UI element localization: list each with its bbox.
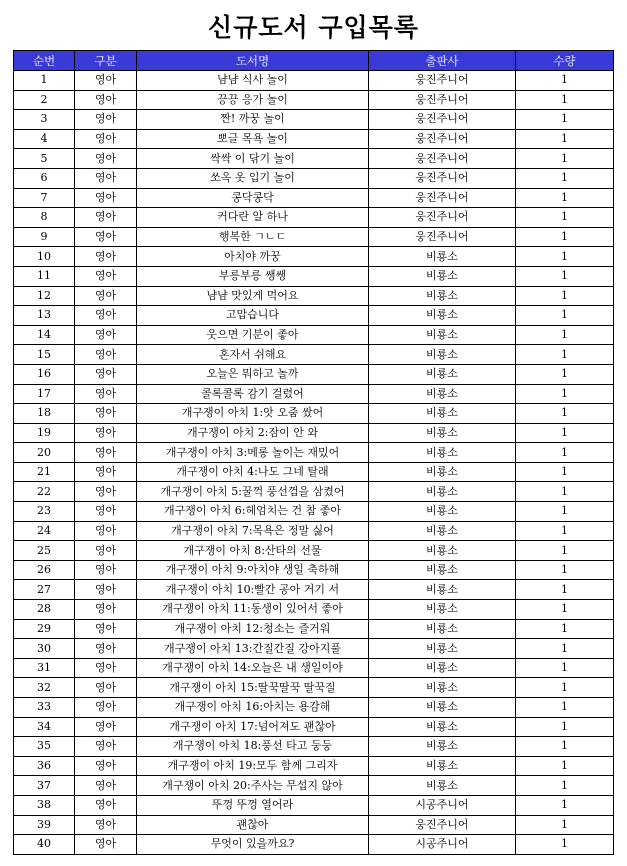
cell-number: 1 [14,71,75,91]
cell-quantity: 1 [516,560,614,580]
cell-quantity: 1 [516,698,614,718]
table-row [14,404,614,424]
cell-number: 25 [14,541,75,561]
cell-quantity: 1 [516,325,614,345]
table-row [14,795,614,815]
cell-number: 12 [14,286,75,306]
cell-number: 21 [14,462,75,482]
cell-publisher: 웅진주니어 [369,71,516,91]
table-row [14,208,614,228]
table-row [14,462,614,482]
table-row [14,580,614,600]
table-row [14,149,614,169]
cell-number: 26 [14,560,75,580]
cell-number: 28 [14,600,75,620]
cell-publisher: 비룡소 [369,560,516,580]
cell-book-title: 개구쟁이 아치 10:빨간 공아 거기 서 [137,580,369,600]
cell-category: 영아 [75,698,137,718]
cell-quantity: 1 [516,756,614,776]
cell-number: 4 [14,129,75,149]
cell-quantity: 1 [516,208,614,228]
cell-publisher: 비룡소 [369,776,516,796]
cell-book-title: 개구쟁이 아치 11:동생이 있어서 좋아 [137,600,369,620]
cell-quantity: 1 [516,776,614,796]
cell-number: 5 [14,149,75,169]
cell-book-title: 개구쟁이 아치 12:청소는 즐거워 [137,619,369,639]
cell-category: 영아 [75,835,137,855]
cell-number: 7 [14,188,75,208]
table-row [14,756,614,776]
cell-number: 33 [14,698,75,718]
cell-category: 영아 [75,502,137,522]
table-row [14,71,614,91]
table-row [14,423,614,443]
table-row [14,521,614,541]
cell-publisher: 비룡소 [369,404,516,424]
cell-book-title: 행복한 ㄱㄴㄷ [137,227,369,247]
cell-book-title: 뚜껑 뚜껑 열어라 [137,795,369,815]
cell-publisher: 비룡소 [369,286,516,306]
cell-category: 영아 [75,286,137,306]
cell-book-title: 싹싹 이 닦기 놀이 [137,149,369,169]
table-row [14,717,614,737]
cell-category: 영아 [75,404,137,424]
table-row [14,737,614,757]
cell-publisher: 비룡소 [369,266,516,286]
cell-book-title: 개구쟁이 아치 15:딸꾹딸꾹 딸꾹질 [137,678,369,698]
cell-book-title: 쏘옥 옷 입기 놀이 [137,168,369,188]
cell-number: 6 [14,168,75,188]
book-purchase-table [13,50,614,855]
cell-number: 8 [14,208,75,228]
cell-quantity: 1 [516,443,614,463]
cell-quantity: 1 [516,364,614,384]
cell-quantity: 1 [516,737,614,757]
table-row [14,541,614,561]
cell-category: 영아 [75,560,137,580]
table-row [14,658,614,678]
cell-category: 영아 [75,462,137,482]
cell-category: 영아 [75,815,137,835]
table-row [14,776,614,796]
table-row [14,110,614,130]
cell-number: 31 [14,658,75,678]
cell-number: 37 [14,776,75,796]
cell-category: 영아 [75,443,137,463]
table-row [14,482,614,502]
cell-quantity: 1 [516,580,614,600]
cell-book-title: 개구쟁이 아치 4:나도 그네 탈래 [137,462,369,482]
cell-quantity: 1 [516,266,614,286]
cell-number: 38 [14,795,75,815]
cell-category: 영아 [75,110,137,130]
cell-publisher: 웅진주니어 [369,149,516,169]
cell-book-title: 냠냠 맛있게 먹어요 [137,286,369,306]
cell-publisher: 비룡소 [369,756,516,776]
cell-number: 13 [14,306,75,326]
cell-quantity: 1 [516,835,614,855]
table-row [14,600,614,620]
cell-publisher: 웅진주니어 [369,129,516,149]
page-title: 신규도서 구입목록 [208,13,419,42]
cell-publisher: 웅진주니어 [369,188,516,208]
cell-number: 11 [14,266,75,286]
cell-publisher: 비룡소 [369,384,516,404]
cell-book-title: 개구쟁이 아치 20:주사는 무섭지 않아 [137,776,369,796]
cell-number: 20 [14,443,75,463]
cell-category: 영아 [75,795,137,815]
cell-book-title: 개구쟁이 아치 17:넘어져도 괜찮아 [137,717,369,737]
cell-quantity: 1 [516,306,614,326]
header-number: 순번 [14,51,75,71]
cell-quantity: 1 [516,717,614,737]
cell-category: 영아 [75,600,137,620]
cell-number: 29 [14,619,75,639]
cell-number: 39 [14,815,75,835]
cell-quantity: 1 [516,168,614,188]
cell-quantity: 1 [516,188,614,208]
cell-quantity: 1 [516,482,614,502]
cell-number: 18 [14,404,75,424]
cell-category: 영아 [75,737,137,757]
table-row [14,678,614,698]
cell-publisher: 비룡소 [369,306,516,326]
cell-book-title: 개구쟁이 아치 3:메롱 놀이는 재밌어 [137,443,369,463]
cell-category: 영아 [75,580,137,600]
cell-category: 영아 [75,364,137,384]
cell-number: 23 [14,502,75,522]
cell-category: 영아 [75,208,137,228]
cell-publisher: 웅진주니어 [369,227,516,247]
cell-publisher: 웅진주니어 [369,90,516,110]
cell-book-title: 짠! 까꿍 놀이 [137,110,369,130]
cell-book-title: 끙끙 응가 놀이 [137,90,369,110]
cell-category: 영아 [75,717,137,737]
cell-number: 17 [14,384,75,404]
table-row [14,90,614,110]
cell-category: 영아 [75,325,137,345]
cell-book-title: 혼자서 쉬해요 [137,345,369,365]
cell-quantity: 1 [516,384,614,404]
cell-category: 영아 [75,306,137,326]
cell-category: 영아 [75,776,137,796]
cell-publisher: 비룡소 [369,502,516,522]
table-row [14,364,614,384]
cell-category: 영아 [75,658,137,678]
cell-number: 10 [14,247,75,267]
cell-quantity: 1 [516,502,614,522]
cell-quantity: 1 [516,71,614,91]
cell-quantity: 1 [516,795,614,815]
table-row [14,619,614,639]
cell-book-title: 뽀글 목욕 놀이 [137,129,369,149]
cell-quantity: 1 [516,678,614,698]
cell-quantity: 1 [516,90,614,110]
cell-number: 19 [14,423,75,443]
cell-number: 35 [14,737,75,757]
cell-book-title: 개구쟁이 아치 8:산타의 선물 [137,541,369,561]
cell-book-title: 오늘은 뭐하고 놀까 [137,364,369,384]
cell-category: 영아 [75,247,137,267]
table-row [14,325,614,345]
cell-category: 영아 [75,188,137,208]
table-row [14,815,614,835]
cell-quantity: 1 [516,462,614,482]
cell-book-title: 개구쟁이 아치 7:목욕은 정말 싫어 [137,521,369,541]
cell-book-title: 콩닥콩닥 [137,188,369,208]
cell-number: 14 [14,325,75,345]
table-row [14,306,614,326]
cell-publisher: 비룡소 [369,482,516,502]
table-row [14,345,614,365]
cell-category: 영아 [75,149,137,169]
cell-category: 영아 [75,90,137,110]
cell-quantity: 1 [516,815,614,835]
cell-number: 15 [14,345,75,365]
header-publisher: 출판사 [369,51,516,71]
cell-quantity: 1 [516,521,614,541]
cell-publisher: 비룡소 [369,443,516,463]
cell-category: 영아 [75,227,137,247]
cell-book-title: 무엇이 있을까요? [137,835,369,855]
cell-quantity: 1 [516,600,614,620]
cell-book-title: 개구쟁이 아치 9:아치야 생일 축하해 [137,560,369,580]
cell-publisher: 비룡소 [369,580,516,600]
cell-quantity: 1 [516,619,614,639]
cell-number: 24 [14,521,75,541]
cell-publisher: 비룡소 [369,658,516,678]
cell-publisher: 비룡소 [369,619,516,639]
cell-book-title: 개구쟁이 아치 1:앗 오줌 쌌어 [137,404,369,424]
cell-book-title: 아치야 까꿍 [137,247,369,267]
cell-quantity: 1 [516,110,614,130]
cell-publisher: 웅진주니어 [369,815,516,835]
table-header-row [14,51,614,71]
cell-book-title: 개구쟁이 아치 19:모두 함께 그리자 [137,756,369,776]
cell-number: 3 [14,110,75,130]
cell-category: 영아 [75,129,137,149]
table-row [14,286,614,306]
cell-category: 영아 [75,423,137,443]
cell-category: 영아 [75,345,137,365]
cell-category: 영아 [75,619,137,639]
cell-category: 영아 [75,756,137,776]
cell-publisher: 비룡소 [369,345,516,365]
cell-quantity: 1 [516,247,614,267]
cell-publisher: 비룡소 [369,678,516,698]
cell-publisher: 비룡소 [369,600,516,620]
cell-category: 영아 [75,482,137,502]
cell-quantity: 1 [516,541,614,561]
cell-number: 30 [14,639,75,659]
table-row [14,227,614,247]
table-row [14,384,614,404]
cell-book-title: 개구쟁이 아치 18:풍선 타고 둥둥 [137,737,369,757]
cell-category: 영아 [75,541,137,561]
cell-publisher: 비룡소 [369,717,516,737]
cell-quantity: 1 [516,129,614,149]
cell-quantity: 1 [516,286,614,306]
cell-publisher: 비룡소 [369,462,516,482]
cell-category: 영아 [75,384,137,404]
cell-category: 영아 [75,521,137,541]
cell-book-title: 개구쟁이 아치 2:잠이 안 와 [137,423,369,443]
table-row [14,835,614,855]
cell-book-title: 웃으면 기분이 좋아 [137,325,369,345]
cell-publisher: 웅진주니어 [369,208,516,228]
cell-category: 영아 [75,168,137,188]
cell-number: 22 [14,482,75,502]
table-row [14,266,614,286]
table-row [14,698,614,718]
cell-book-title: 커다란 알 하나 [137,208,369,228]
table-row [14,247,614,267]
cell-book-title: 냠냠 식사 놀이 [137,71,369,91]
header-quantity: 수량 [516,51,614,71]
table-row [14,188,614,208]
table-row [14,639,614,659]
cell-publisher: 웅진주니어 [369,168,516,188]
cell-category: 영아 [75,266,137,286]
cell-number: 32 [14,678,75,698]
cell-number: 27 [14,580,75,600]
cell-number: 2 [14,90,75,110]
cell-number: 40 [14,835,75,855]
cell-number: 16 [14,364,75,384]
cell-publisher: 비룡소 [369,639,516,659]
cell-number: 36 [14,756,75,776]
cell-publisher: 웅진주니어 [369,110,516,130]
cell-publisher: 비룡소 [369,247,516,267]
cell-book-title: 개구쟁이 아치 13:간질간질 강아지풀 [137,639,369,659]
cell-publisher: 비룡소 [369,423,516,443]
cell-number: 34 [14,717,75,737]
cell-quantity: 1 [516,658,614,678]
cell-publisher: 시공주니어 [369,795,516,815]
cell-quantity: 1 [516,345,614,365]
cell-publisher: 비룡소 [369,325,516,345]
cell-quantity: 1 [516,227,614,247]
cell-category: 영아 [75,71,137,91]
cell-publisher: 비룡소 [369,541,516,561]
table-body [14,71,614,855]
cell-number: 9 [14,227,75,247]
cell-book-title: 괜찮아 [137,815,369,835]
cell-book-title: 개구쟁이 아치 6:헤엄치는 건 참 좋아 [137,502,369,522]
cell-book-title: 고맙습니다 [137,306,369,326]
table-row [14,443,614,463]
cell-publisher: 비룡소 [369,698,516,718]
cell-quantity: 1 [516,639,614,659]
cell-book-title: 개구쟁이 아치 16:아치는 용감해 [137,698,369,718]
cell-publisher: 비룡소 [369,521,516,541]
table-row [14,129,614,149]
table-row [14,502,614,522]
cell-category: 영아 [75,639,137,659]
cell-book-title: 콜록콜록 감기 걸렸어 [137,384,369,404]
table-row [14,168,614,188]
header-category: 구분 [75,51,137,71]
cell-publisher: 시공주니어 [369,835,516,855]
cell-quantity: 1 [516,423,614,443]
cell-publisher: 비룡소 [369,737,516,757]
cell-book-title: 개구쟁이 아치 5:꿀꺽 풍선껌을 삼켰어 [137,482,369,502]
cell-quantity: 1 [516,404,614,424]
header-book-title: 도서명 [137,51,369,71]
cell-publisher: 비룡소 [369,364,516,384]
cell-category: 영아 [75,678,137,698]
table-row [14,560,614,580]
cell-book-title: 부릉부릉 쌩쌩 [137,266,369,286]
cell-quantity: 1 [516,149,614,169]
cell-book-title: 개구쟁이 아치 14:오늘은 내 생일이야 [137,658,369,678]
